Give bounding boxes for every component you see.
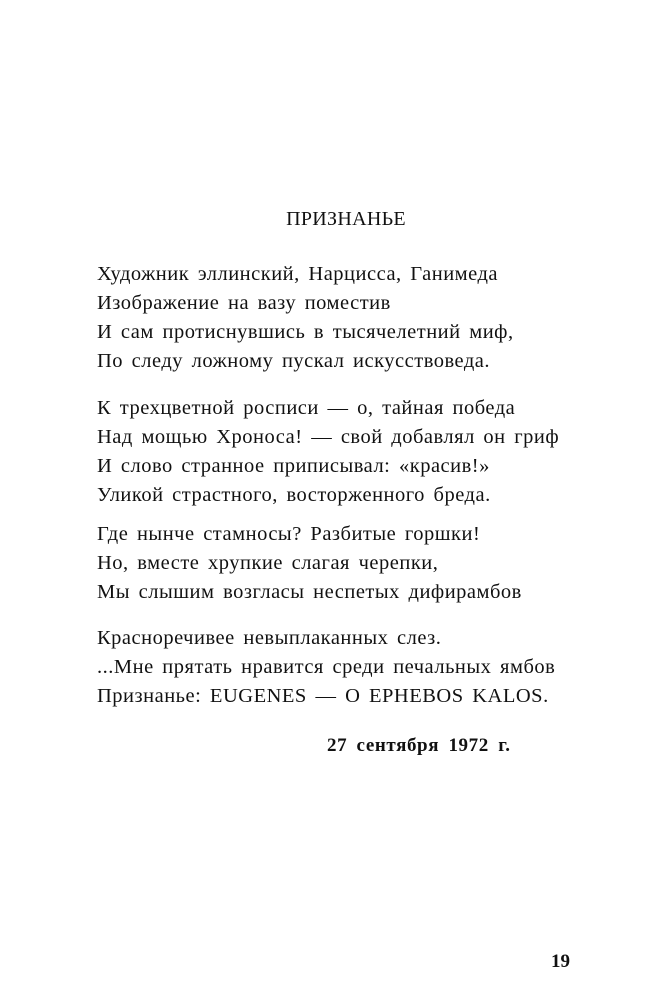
page-number: 19: [551, 951, 570, 972]
poem-line: И слово странное приписывал: «красив!»: [97, 455, 490, 477]
poem-title: ПРИЗНАНЬЕ: [286, 208, 406, 230]
poem-line: ...Мне прятать нравится среди печальных ямбов: [97, 656, 556, 678]
stanza-1: [97, 260, 617, 376]
poem-line: Над мощью Хроноса! — свой добавлял он гриф: [97, 426, 560, 448]
poem-line: Красноречивее невыплаканных слез.: [97, 627, 442, 649]
poem-line: Где нынче стамносы? Разбитые горшки!: [97, 523, 481, 545]
poem-line: Мы слышим возгласы неспетых дифирамбов: [97, 581, 522, 603]
poem-line: Но, вместе хрупкие слагая черепки,: [97, 552, 439, 574]
poem-line: Художник эллинский, Нарцисса, Ганимеда: [97, 263, 499, 285]
poem-line: Изображение на вазу поместив: [97, 292, 391, 314]
poem-line: К трехцветной росписи — о, тайная победа: [97, 397, 516, 419]
stanza-2: [97, 394, 617, 510]
poem-line: По следу ложному пускал искусствоведа.: [97, 350, 491, 372]
stanza-3: [97, 520, 617, 607]
poem-line: И сам протиснувшись в тысячелетний миф,: [97, 321, 514, 343]
poem-line: Уликой страстного, восторженного бреда.: [97, 484, 491, 506]
poem-line: Признанье: EUGENES — O EPHEBOS KALOS.: [97, 685, 549, 707]
poem-date: 27 сентября 1972 г.: [327, 735, 511, 756]
stanza-4: [97, 624, 617, 711]
